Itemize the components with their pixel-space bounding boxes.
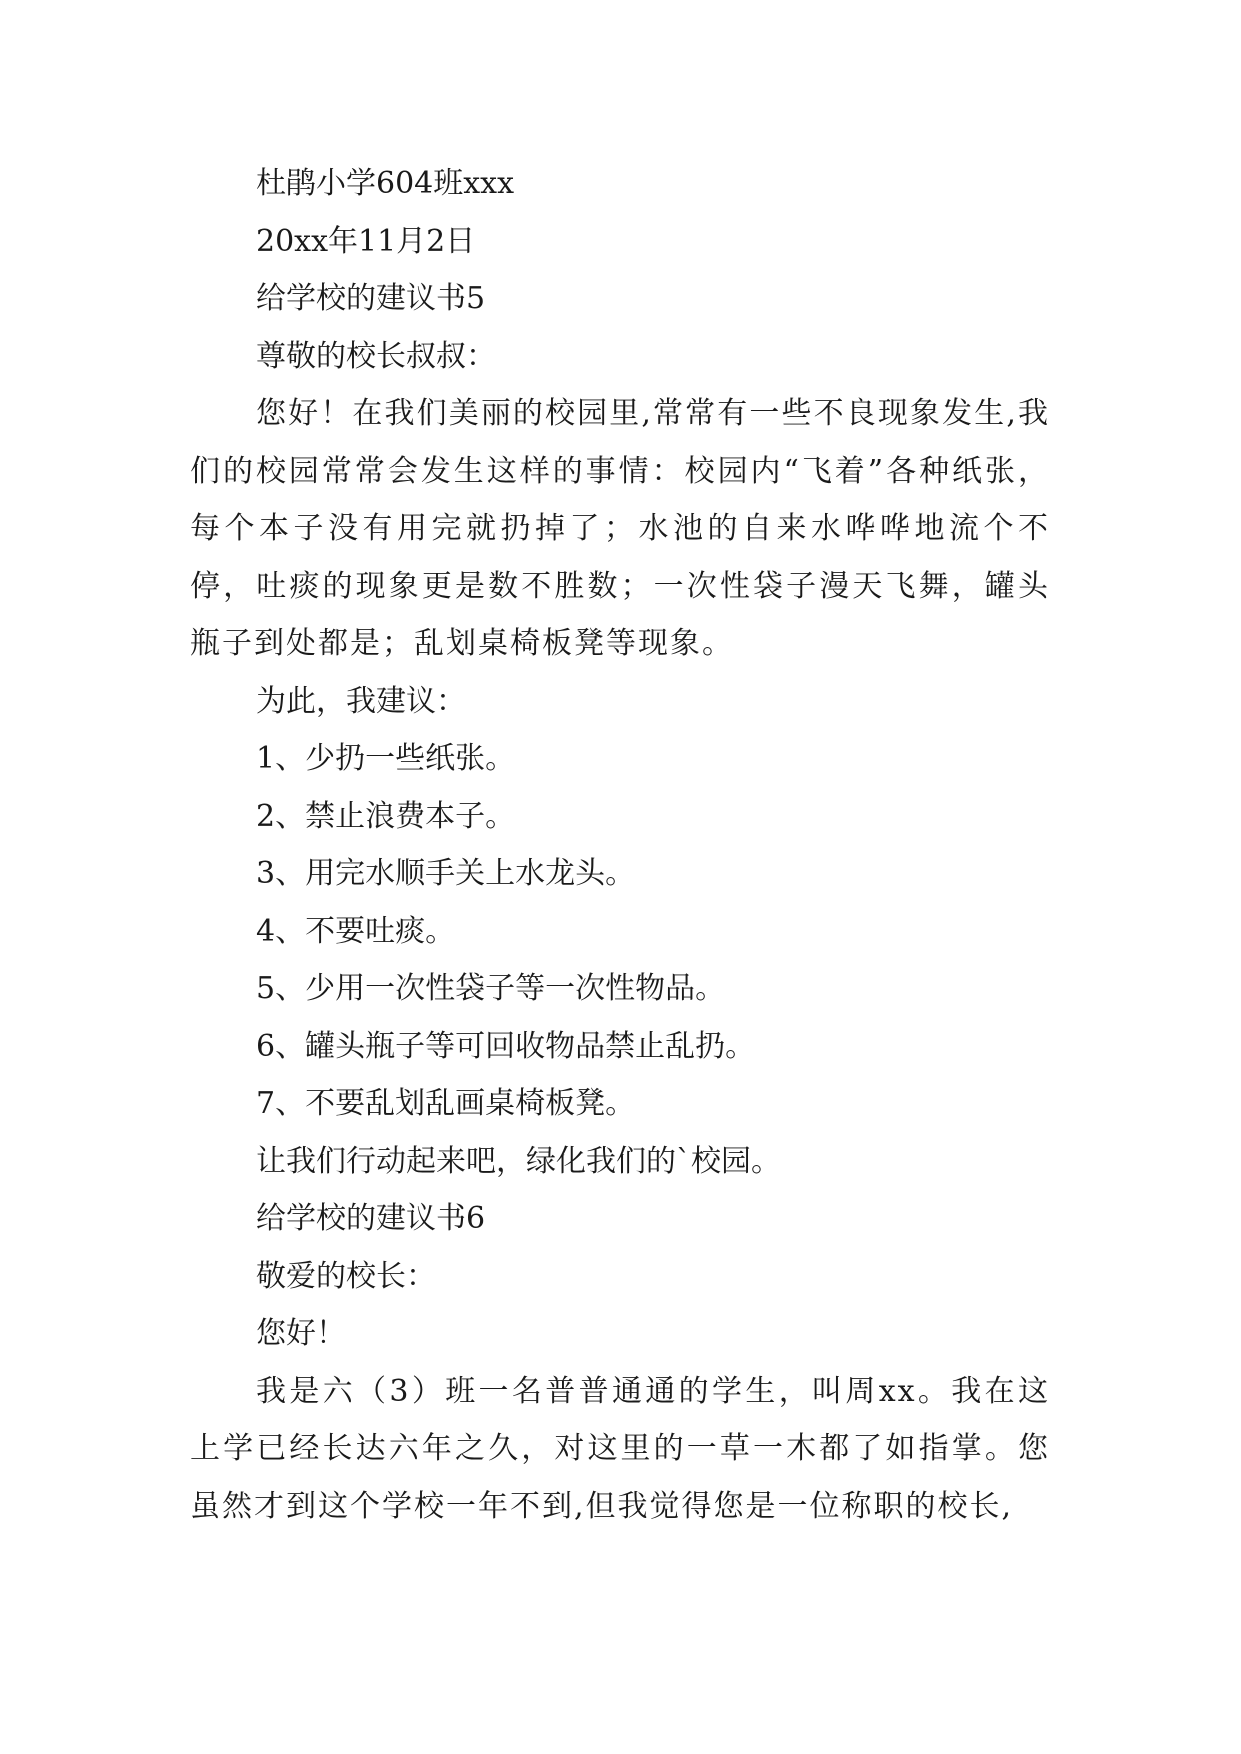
suggestion-item-7: 7、不要乱划乱画桌椅板凳。 [256,1086,636,1121]
date-line: 20xx年11月2日 [256,223,476,259]
letter-5-salutation: 尊敬的校长叔叔： [256,338,496,374]
suggestion-item-1: 1、少扔一些纸张。 [256,741,516,776]
letter-5-paragraph: 您好！在我们美丽的校园里,常常有一些不良现象发生,我们的校园常常会发生这样的事情：校园内“飞着”各种纸张，每个本子没有用完就扔掉了；水池的自来水哗哗地流个不停，吐痰的现象更是数不胜数；一次性袋子漫天飞舞，罐头瓶子到处都是；乱划桌椅板凳等现象。 [190,396,1050,661]
letter-6-greeting: 您好！ [256,1316,346,1351]
signature-line: 杜鹃小学604班xxx [256,166,515,201]
letter-5-closing: 让我们行动起来吧，绿化我们的`校园。 [256,1143,781,1179]
suggestion-item-4: 4、不要吐痰。 [256,913,456,949]
suggestion-item-2: 2、禁止浪费本子。 [256,798,516,834]
letter-6-paragraph: 我是六（3）班一名普普通通的学生，叫周xx。我在这上学已经长达六年之久，对这里的一草一木都了如指掌。您虽然才到这个学校一年不到,但我觉得您是一位称职的校长, [190,1373,1050,1524]
letter-6-title: 给学校的建议书6 [256,1201,486,1236]
letter-5-title: 给学校的建议书5 [256,281,486,316]
letter-6-salutation: 敬爱的校长： [256,1258,436,1294]
suggestion-item-3: 3、用完水顺手关上水龙头。 [256,856,636,891]
suggestion-item-5: 5、少用一次性袋子等一次性物品。 [256,971,726,1006]
suggestion-item-6: 6、罐头瓶子等可回收物品禁止乱扔。 [256,1028,756,1064]
suggestion-intro: 为此，我建议： [256,683,466,719]
document-body [190,155,1050,1535]
